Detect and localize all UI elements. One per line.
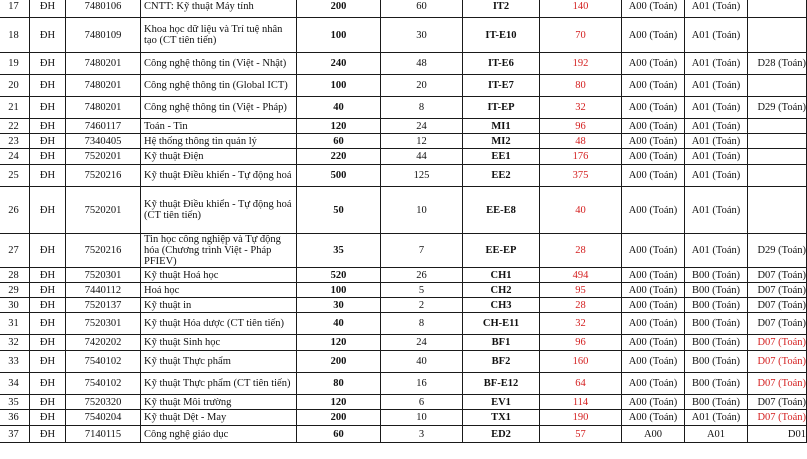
quota: 120 [297, 119, 381, 134]
major-name: Kỹ thuật Dệt - May [141, 410, 297, 426]
level: ĐH [30, 426, 66, 443]
major-code: 7520216 [66, 165, 141, 187]
level: ĐH [30, 0, 66, 18]
major-code: 7480109 [66, 18, 141, 53]
subject-combo-2: A01 (Toán) [685, 75, 748, 97]
subject-combo-2: A01 (Toán) [685, 165, 748, 187]
subject-combo-3 [748, 75, 807, 97]
quota-sub: 8 [381, 313, 463, 335]
major-name: Kỹ thuật in [141, 298, 297, 313]
admission-code: EV1 [463, 395, 540, 410]
quota: 200 [297, 0, 381, 18]
score-value: 32 [540, 313, 622, 335]
level: ĐH [30, 373, 66, 395]
subject-combo-3: D07 (Toán) [748, 351, 807, 373]
quota-sub: 12 [381, 134, 463, 149]
subject-combo-2: B00 (Toán) [685, 373, 748, 395]
subject-combo-3 [748, 134, 807, 149]
major-name: Công nghệ giáo dục [141, 426, 297, 443]
quota: 500 [297, 165, 381, 187]
subject-combo-3: D07 (Toán) [748, 395, 807, 410]
row-number: 27 [0, 234, 30, 268]
score-value: 57 [540, 426, 622, 443]
subject-combo-2: B00 (Toán) [685, 395, 748, 410]
major-name: Kỹ thuật Thực phẩm (CT tiên tiến) [141, 373, 297, 395]
major-name: Kỹ thuật Điều khiển - Tự động hoá (CT tiên tiến) [141, 187, 297, 234]
subject-combo-3: D28 (Toán) [748, 53, 807, 75]
subject-combo-2: A01 (Toán) [685, 234, 748, 268]
subject-combo-2: A01 (Toán) [685, 410, 748, 426]
major-name: Công nghệ thông tin (Global ICT) [141, 75, 297, 97]
subject-combo-1: A00 (Toán) [622, 119, 685, 134]
subject-combo-2: B00 (Toán) [685, 268, 748, 283]
subject-combo-1: A00 (Toán) [622, 234, 685, 268]
level: ĐH [30, 395, 66, 410]
table-row [0, 75, 807, 97]
quota-sub: 48 [381, 53, 463, 75]
subject-combo-2: B00 (Toán) [685, 283, 748, 298]
row-number: 37 [0, 426, 30, 443]
major-code: 7540204 [66, 410, 141, 426]
major-code: 7520201 [66, 187, 141, 234]
score-value: 80 [540, 75, 622, 97]
major-name: Kỹ thuật Môi trường [141, 395, 297, 410]
major-name: Công nghệ thông tin (Việt - Pháp) [141, 97, 297, 119]
table-row [0, 410, 807, 426]
major-code: 7540102 [66, 351, 141, 373]
row-number: 18 [0, 18, 30, 53]
quota: 520 [297, 268, 381, 283]
level: ĐH [30, 53, 66, 75]
level: ĐH [30, 165, 66, 187]
subject-combo-3: D07 (Toán) [748, 298, 807, 313]
table-row [0, 97, 807, 119]
table-row [0, 335, 807, 351]
major-name: Công nghệ thông tin (Việt - Nhật) [141, 53, 297, 75]
quota: 60 [297, 134, 381, 149]
quota-sub: 44 [381, 149, 463, 165]
row-number: 30 [0, 298, 30, 313]
table-row [0, 0, 807, 18]
major-code: 7520216 [66, 234, 141, 268]
table-row [0, 313, 807, 335]
row-number: 36 [0, 410, 30, 426]
subject-combo-1: A00 (Toán) [622, 187, 685, 234]
row-number: 17 [0, 0, 30, 18]
subject-combo-1: A00 (Toán) [622, 149, 685, 165]
subject-combo-2: B00 (Toán) [685, 335, 748, 351]
subject-combo-3: D07 (Toán) [748, 313, 807, 335]
major-code: 7540102 [66, 373, 141, 395]
major-name: Kỹ thuật Thực phẩm [141, 351, 297, 373]
table-row [0, 134, 807, 149]
row-number: 21 [0, 97, 30, 119]
quota: 120 [297, 335, 381, 351]
major-name: Khoa học dữ liệu và Trí tuệ nhân tạo (CT tiên tiến) [141, 18, 297, 53]
major-code: 7420202 [66, 335, 141, 351]
table-row [0, 283, 807, 298]
major-code: 7340405 [66, 134, 141, 149]
level: ĐH [30, 313, 66, 335]
subject-combo-1: A00 (Toán) [622, 410, 685, 426]
subject-combo-2: A01 (Toán) [685, 149, 748, 165]
score-value: 114 [540, 395, 622, 410]
row-number: 35 [0, 395, 30, 410]
row-number: 26 [0, 187, 30, 234]
score-value: 32 [540, 97, 622, 119]
major-name: Hệ thống thông tin quản lý [141, 134, 297, 149]
quota-sub: 7 [381, 234, 463, 268]
score-value: 494 [540, 268, 622, 283]
admission-code: IT-E6 [463, 53, 540, 75]
level: ĐH [30, 187, 66, 234]
table-row [0, 119, 807, 134]
subject-combo-3 [748, 0, 807, 18]
table-row [0, 298, 807, 313]
level: ĐH [30, 75, 66, 97]
quota: 40 [297, 313, 381, 335]
table-row [0, 53, 807, 75]
quota: 100 [297, 75, 381, 97]
admission-code: IT-E10 [463, 18, 540, 53]
major-name: CNTT: Kỹ thuật Máy tính [141, 0, 297, 18]
major-name: Kỹ thuật Điện [141, 149, 297, 165]
score-value: 96 [540, 119, 622, 134]
admission-code: MI2 [463, 134, 540, 149]
quota-sub: 10 [381, 187, 463, 234]
major-code: 7480106 [66, 0, 141, 18]
row-number: 34 [0, 373, 30, 395]
table-row [0, 165, 807, 187]
quota-sub: 40 [381, 351, 463, 373]
subject-combo-2: A01 (Toán) [685, 97, 748, 119]
quota: 50 [297, 187, 381, 234]
admission-code: EE1 [463, 149, 540, 165]
table-row [0, 268, 807, 283]
row-number: 33 [0, 351, 30, 373]
level: ĐH [30, 351, 66, 373]
admission-code: IT2 [463, 0, 540, 18]
score-value: 96 [540, 335, 622, 351]
level: ĐH [30, 335, 66, 351]
admission-code: IT-EP [463, 97, 540, 119]
level: ĐH [30, 18, 66, 53]
score-value: 40 [540, 187, 622, 234]
row-number: 22 [0, 119, 30, 134]
admission-code: BF1 [463, 335, 540, 351]
quota: 80 [297, 373, 381, 395]
major-name: Hoá học [141, 283, 297, 298]
quota-sub: 16 [381, 373, 463, 395]
subject-combo-1: A00 (Toán) [622, 0, 685, 18]
quota-sub: 2 [381, 298, 463, 313]
subject-combo-2: A01 (Toán) [685, 187, 748, 234]
major-code: 7480201 [66, 75, 141, 97]
subject-combo-1: A00 (Toán) [622, 373, 685, 395]
subject-combo-3 [748, 119, 807, 134]
level: ĐH [30, 97, 66, 119]
level: ĐH [30, 268, 66, 283]
row-number: 20 [0, 75, 30, 97]
major-code: 7140115 [66, 426, 141, 443]
row-number: 25 [0, 165, 30, 187]
subject-combo-1: A00 (Toán) [622, 298, 685, 313]
score-value: 48 [540, 134, 622, 149]
score-value: 160 [540, 351, 622, 373]
subject-combo-2: A01 (Toán) [685, 53, 748, 75]
admission-code: CH1 [463, 268, 540, 283]
admission-code: CH-E11 [463, 313, 540, 335]
level: ĐH [30, 149, 66, 165]
major-code: 7480201 [66, 97, 141, 119]
major-name: Kỹ thuật Điều khiển - Tự động hoá [141, 165, 297, 187]
quota-sub: 60 [381, 0, 463, 18]
subject-combo-3: D07 (Toán) [748, 283, 807, 298]
admission-code: ED2 [463, 426, 540, 443]
row-number: 32 [0, 335, 30, 351]
major-code: 7520301 [66, 268, 141, 283]
table-row [0, 426, 807, 443]
subject-combo-3 [748, 18, 807, 53]
quota: 35 [297, 234, 381, 268]
admission-code: IT-E7 [463, 75, 540, 97]
admission-code: TX1 [463, 410, 540, 426]
row-number: 31 [0, 313, 30, 335]
major-code: 7480201 [66, 53, 141, 75]
admission-code: MI1 [463, 119, 540, 134]
subject-combo-1: A00 (Toán) [622, 97, 685, 119]
subject-combo-2: B00 (Toán) [685, 351, 748, 373]
table-row [0, 18, 807, 53]
score-value: 140 [540, 0, 622, 18]
subject-combo-2: A01 [685, 426, 748, 443]
quota: 60 [297, 426, 381, 443]
subject-combo-2: B00 (Toán) [685, 298, 748, 313]
subject-combo-3: D29 (Toán) [748, 234, 807, 268]
score-value: 28 [540, 234, 622, 268]
quota-sub: 24 [381, 119, 463, 134]
row-number: 29 [0, 283, 30, 298]
level: ĐH [30, 234, 66, 268]
quota: 100 [297, 18, 381, 53]
subject-combo-1: A00 (Toán) [622, 395, 685, 410]
subject-combo-3: D01 [748, 426, 807, 443]
score-value: 64 [540, 373, 622, 395]
subject-combo-1: A00 [622, 426, 685, 443]
score-value: 95 [540, 283, 622, 298]
quota-sub: 8 [381, 97, 463, 119]
row-number: 23 [0, 134, 30, 149]
score-value: 192 [540, 53, 622, 75]
subject-combo-3: D29 (Toán) [748, 97, 807, 119]
table-row [0, 149, 807, 165]
major-name: Kỹ thuật Hóa dược (CT tiên tiến) [141, 313, 297, 335]
admission-code: EE-E8 [463, 187, 540, 234]
quota: 200 [297, 351, 381, 373]
quota: 240 [297, 53, 381, 75]
subject-combo-1: A00 (Toán) [622, 134, 685, 149]
subject-combo-3: D07 (Toán) [748, 410, 807, 426]
major-code: 7520137 [66, 298, 141, 313]
score-value: 190 [540, 410, 622, 426]
quota: 120 [297, 395, 381, 410]
subject-combo-2: B00 (Toán) [685, 313, 748, 335]
subject-combo-3 [748, 149, 807, 165]
quota-sub: 5 [381, 283, 463, 298]
subject-combo-1: A00 (Toán) [622, 335, 685, 351]
subject-combo-2: A01 (Toán) [685, 0, 748, 18]
subject-combo-2: A01 (Toán) [685, 119, 748, 134]
major-name: Toán - Tin [141, 119, 297, 134]
quota-sub: 20 [381, 75, 463, 97]
score-value: 375 [540, 165, 622, 187]
major-code: 7440112 [66, 283, 141, 298]
quota: 220 [297, 149, 381, 165]
level: ĐH [30, 283, 66, 298]
subject-combo-1: A00 (Toán) [622, 75, 685, 97]
quota-sub: 6 [381, 395, 463, 410]
quota: 40 [297, 97, 381, 119]
subject-combo-3 [748, 187, 807, 234]
table-row [0, 234, 807, 268]
quota-sub: 125 [381, 165, 463, 187]
admission-code: BF-E12 [463, 373, 540, 395]
major-name: Tin học công nghiệp và Tự động hóa (Chương trình Việt - Pháp PFIEV) [141, 234, 297, 268]
table-row [0, 373, 807, 395]
admission-code: EE2 [463, 165, 540, 187]
score-value: 70 [540, 18, 622, 53]
subject-combo-1: A00 (Toán) [622, 313, 685, 335]
quota-sub: 24 [381, 335, 463, 351]
level: ĐH [30, 298, 66, 313]
score-value: 28 [540, 298, 622, 313]
admission-code: CH2 [463, 283, 540, 298]
table-row [0, 351, 807, 373]
level: ĐH [30, 410, 66, 426]
level: ĐH [30, 134, 66, 149]
subject-combo-2: A01 (Toán) [685, 18, 748, 53]
major-code: 7520320 [66, 395, 141, 410]
major-code: 7520201 [66, 149, 141, 165]
subject-combo-2: A01 (Toán) [685, 134, 748, 149]
subject-combo-1: A00 (Toán) [622, 53, 685, 75]
row-number: 28 [0, 268, 30, 283]
row-number: 24 [0, 149, 30, 165]
score-value: 176 [540, 149, 622, 165]
subject-combo-1: A00 (Toán) [622, 268, 685, 283]
major-name: Kỹ thuật Sinh học [141, 335, 297, 351]
major-name: Kỹ thuật Hoá học [141, 268, 297, 283]
table-row [0, 187, 807, 234]
subject-combo-3: D07 (Toán) [748, 373, 807, 395]
admission-code: CH3 [463, 298, 540, 313]
quota: 100 [297, 283, 381, 298]
subject-combo-1: A00 (Toán) [622, 283, 685, 298]
subject-combo-1: A00 (Toán) [622, 165, 685, 187]
subject-combo-1: A00 (Toán) [622, 18, 685, 53]
quota-sub: 10 [381, 410, 463, 426]
major-code: 7520301 [66, 313, 141, 335]
quota-sub: 26 [381, 268, 463, 283]
quota-sub: 30 [381, 18, 463, 53]
subject-combo-3: D07 (Toán) [748, 335, 807, 351]
admission-code: EE-EP [463, 234, 540, 268]
quota: 200 [297, 410, 381, 426]
major-code: 7460117 [66, 119, 141, 134]
row-number: 19 [0, 53, 30, 75]
quota-sub: 3 [381, 426, 463, 443]
subject-combo-3: D07 (Toán) [748, 268, 807, 283]
subject-combo-3 [748, 165, 807, 187]
table-row [0, 395, 807, 410]
subject-combo-1: A00 (Toán) [622, 351, 685, 373]
level: ĐH [30, 119, 66, 134]
admission-code: BF2 [463, 351, 540, 373]
quota: 30 [297, 298, 381, 313]
